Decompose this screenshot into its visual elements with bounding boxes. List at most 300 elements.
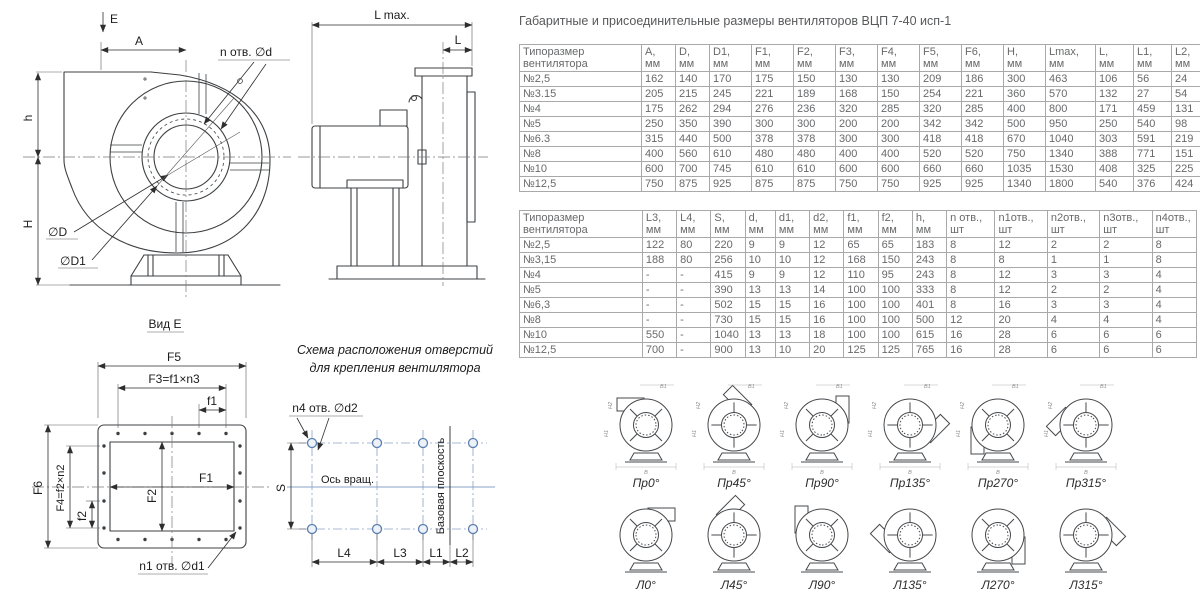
table-cell: 15 bbox=[775, 298, 809, 313]
dim-label-l2: L2 bbox=[455, 546, 469, 560]
table-row bbox=[520, 238, 1197, 253]
table-cell: 65 bbox=[844, 238, 878, 253]
table-cell: 615 bbox=[912, 328, 946, 343]
table-cell: 9 bbox=[775, 268, 809, 283]
row-header: №3,15 bbox=[520, 253, 643, 268]
table-cell: 4 bbox=[1152, 283, 1196, 298]
dim-label-f2: F2 bbox=[145, 488, 159, 504]
fan-orientation-label: Л315° bbox=[1069, 578, 1103, 592]
table-cell: 175 bbox=[752, 72, 794, 87]
table-cell: 13 bbox=[745, 343, 775, 358]
table-cell: 300 bbox=[794, 117, 836, 132]
table-cell: 1 bbox=[1100, 253, 1152, 268]
table-cell: 16 bbox=[810, 298, 844, 313]
orientation-diagrams-left-rotation bbox=[604, 489, 1128, 592]
table-cell: 183 bbox=[912, 238, 946, 253]
table-cell: 400 bbox=[836, 147, 878, 162]
row-header: №3.15 bbox=[520, 87, 642, 102]
table-cell: 262 bbox=[676, 102, 710, 117]
dim-label-f6: F6 bbox=[31, 480, 45, 496]
table-cell: 400 bbox=[878, 147, 920, 162]
table-cell: 8 bbox=[1152, 238, 1196, 253]
svg-text:H1: H1 bbox=[956, 429, 962, 437]
table-cell: 300 bbox=[1004, 72, 1046, 87]
table-cell: 480 bbox=[794, 147, 836, 162]
dim-label-a: A bbox=[134, 34, 144, 48]
row-header: №12,5 bbox=[520, 343, 643, 358]
table-cell: 8 bbox=[947, 238, 995, 253]
svg-text:B: B bbox=[732, 470, 736, 475]
table-cell: 750 bbox=[1004, 147, 1046, 162]
column-header: F6, мм bbox=[962, 45, 1004, 72]
table-cell: 660 bbox=[962, 162, 1004, 177]
table-cell: 162 bbox=[642, 72, 676, 87]
table-cell: 1040 bbox=[711, 328, 745, 343]
pedestal bbox=[329, 180, 485, 279]
table-cell: 300 bbox=[836, 132, 878, 147]
dim-label-l4: L4 bbox=[337, 546, 351, 560]
dim-label-diam-d: ∅D bbox=[48, 225, 68, 239]
fan-diagram bbox=[692, 379, 776, 475]
table-cell: 110 bbox=[844, 268, 878, 283]
table-cell: 80 bbox=[677, 238, 711, 253]
table-cell: 294 bbox=[710, 102, 752, 117]
table-cell: 2 bbox=[1100, 238, 1152, 253]
table-cell: 243 bbox=[912, 253, 946, 268]
table-cell: 390 bbox=[710, 117, 752, 132]
table-cell: 2 bbox=[1047, 238, 1099, 253]
table-cell: 950 bbox=[1046, 117, 1096, 132]
table-cell: - bbox=[677, 268, 711, 283]
column-header: L2, мм bbox=[1172, 45, 1200, 72]
table-cell: 320 bbox=[836, 102, 878, 117]
dim-label-l3: L3 bbox=[393, 546, 407, 560]
fan-orientation-label: Л270° bbox=[981, 578, 1015, 592]
table-cell: 15 bbox=[745, 313, 775, 328]
view-e-title: Вид Е bbox=[148, 318, 182, 331]
table-cell: 765 bbox=[912, 343, 946, 358]
schema-title-line1: Схема расположения отверстий bbox=[297, 343, 493, 357]
column-header: L, мм bbox=[1096, 45, 1134, 72]
hole-layout-schema bbox=[273, 338, 515, 594]
svg-text:H2: H2 bbox=[1048, 401, 1054, 409]
table-cell: 300 bbox=[878, 132, 920, 147]
svg-text:H1: H1 bbox=[780, 429, 786, 437]
table-cell: 660 bbox=[920, 162, 962, 177]
table-row bbox=[520, 147, 1200, 162]
fan-orientation-label: Пр45° bbox=[717, 476, 751, 490]
table-cell: 54 bbox=[1172, 87, 1200, 102]
table-cell: 250 bbox=[1096, 117, 1134, 132]
table-row bbox=[520, 343, 1197, 358]
table-cell: 16 bbox=[995, 298, 1047, 313]
table-cell: 125 bbox=[844, 343, 878, 358]
column-header: F1, мм bbox=[752, 45, 794, 72]
dim-label-h: h bbox=[21, 114, 35, 122]
table-cell: 12 bbox=[995, 283, 1047, 298]
front-view-drawing bbox=[8, 2, 296, 304]
fan-orientation-label: Л0° bbox=[636, 578, 656, 592]
table-cell: 15 bbox=[745, 298, 775, 313]
column-header: L4, мм bbox=[677, 211, 711, 238]
table-row bbox=[520, 132, 1200, 147]
row-header: №2,5 bbox=[520, 238, 643, 253]
table-cell: 125 bbox=[878, 343, 912, 358]
svg-text:H1: H1 bbox=[1044, 429, 1050, 437]
table-cell: 12 bbox=[995, 268, 1047, 283]
table-cell: 254 bbox=[920, 87, 962, 102]
table-cell: 4 bbox=[1152, 268, 1196, 283]
svg-text:B1: B1 bbox=[836, 384, 843, 390]
fan-orientation-cell bbox=[956, 489, 1040, 592]
table-cell: 28 bbox=[995, 328, 1047, 343]
table-row bbox=[520, 117, 1200, 132]
table-cell: - bbox=[677, 343, 711, 358]
table-cell: 6 bbox=[1100, 328, 1152, 343]
mounting-holes bbox=[308, 439, 478, 534]
table-cell: 730 bbox=[711, 313, 745, 328]
table-cell: 1530 bbox=[1046, 162, 1096, 177]
table-cell: 12 bbox=[810, 253, 844, 268]
table-cell: 463 bbox=[1046, 72, 1096, 87]
table-cell: 610 bbox=[794, 162, 836, 177]
table-cell: 243 bbox=[912, 268, 946, 283]
dim-label-l: L bbox=[454, 33, 462, 47]
table-cell: 418 bbox=[962, 132, 1004, 147]
table-cell: 10 bbox=[775, 253, 809, 268]
fan-orientation-cell bbox=[692, 489, 776, 592]
table-cell: 925 bbox=[710, 177, 752, 192]
fan-orientation-cell bbox=[1044, 489, 1128, 592]
table-cell: 122 bbox=[642, 238, 676, 253]
table-cell: 700 bbox=[676, 162, 710, 177]
table-cell: 200 bbox=[878, 117, 920, 132]
table-cell: 424 bbox=[1172, 177, 1200, 192]
side-view-drawing bbox=[291, 0, 493, 292]
fan-orientation-cell bbox=[868, 489, 952, 592]
fan-orientation-label: Л135° bbox=[893, 578, 927, 592]
row-header: №5 bbox=[520, 283, 643, 298]
column-header: L1, мм bbox=[1134, 45, 1172, 72]
table-cell: 2 bbox=[1100, 283, 1152, 298]
column-header: n4отв., шт bbox=[1152, 211, 1196, 238]
row-header: №12,5 bbox=[520, 177, 642, 192]
table-cell: 12 bbox=[810, 238, 844, 253]
fan-orientation-cell bbox=[780, 379, 864, 490]
column-header: H, мм bbox=[1004, 45, 1046, 72]
column-header: n3отв., шт bbox=[1100, 211, 1152, 238]
table-cell: 9 bbox=[745, 238, 775, 253]
svg-text:B1: B1 bbox=[748, 384, 755, 390]
table-cell: 171 bbox=[1096, 102, 1134, 117]
row-header: №2,5 bbox=[520, 72, 642, 87]
flange-holes-callout: n1 отв. ∅d1 bbox=[139, 559, 205, 573]
fan-diagram bbox=[604, 489, 688, 577]
table-cell: 150 bbox=[878, 253, 912, 268]
table-cell: - bbox=[677, 283, 711, 298]
fan-orientation-label: Пр270° bbox=[977, 476, 1019, 490]
column-header: n2отв., шт bbox=[1047, 211, 1099, 238]
schema-holes-callout: n4 отв. ∅d2 bbox=[292, 401, 358, 415]
dim-label-f1: F1 bbox=[198, 471, 214, 485]
table-cell: 285 bbox=[878, 102, 920, 117]
table-cell: 24 bbox=[1172, 72, 1200, 87]
table-cell: 285 bbox=[962, 102, 1004, 117]
fan-diagram bbox=[868, 489, 952, 577]
svg-text:H2: H2 bbox=[784, 401, 790, 409]
table-cell: 1035 bbox=[1004, 162, 1046, 177]
svg-text:H2: H2 bbox=[872, 401, 878, 409]
column-header: h, мм bbox=[912, 211, 946, 238]
table-cell: 500 bbox=[1004, 117, 1046, 132]
table-cell: - bbox=[642, 313, 676, 328]
table-cell: 28 bbox=[995, 343, 1047, 358]
column-header: L3, мм bbox=[642, 211, 676, 238]
table-cell: 12 bbox=[947, 313, 995, 328]
table-cell: 8 bbox=[947, 253, 995, 268]
table-cell: 610 bbox=[752, 162, 794, 177]
table-cell: 27 bbox=[1134, 87, 1172, 102]
dim-label-l1: L1 bbox=[429, 546, 443, 560]
table-cell: 100 bbox=[878, 298, 912, 313]
table-cell: 750 bbox=[878, 177, 920, 192]
svg-text:B1: B1 bbox=[1100, 384, 1107, 390]
table-cell: 95 bbox=[878, 268, 912, 283]
table-cell: 209 bbox=[920, 72, 962, 87]
svg-text:H2: H2 bbox=[696, 401, 702, 409]
table-cell: 700 bbox=[642, 343, 676, 358]
table-row bbox=[520, 87, 1200, 102]
table-cell: 350 bbox=[676, 117, 710, 132]
table-cell: 591 bbox=[1134, 132, 1172, 147]
fan-orientation-cell bbox=[1044, 379, 1128, 490]
table-cell: 415 bbox=[711, 268, 745, 283]
table-cell: 303 bbox=[1096, 132, 1134, 147]
table-cell: 300 bbox=[752, 117, 794, 132]
table-cell: 8 bbox=[947, 268, 995, 283]
fan-diagram bbox=[692, 489, 776, 577]
column-header: n1отв., шт bbox=[995, 211, 1047, 238]
base-plane-label: Базовая плоскость bbox=[435, 437, 447, 535]
fan-diagram bbox=[956, 489, 1040, 577]
table-cell: 130 bbox=[836, 72, 878, 87]
table-cell: 150 bbox=[878, 87, 920, 102]
table-cell: 20 bbox=[810, 343, 844, 358]
dim-label-f1-small: f1 bbox=[206, 394, 218, 408]
table-cell: - bbox=[677, 298, 711, 313]
column-header: Типоразмер вентилятора bbox=[520, 45, 642, 72]
table-cell: - bbox=[677, 313, 711, 328]
svg-text:B1: B1 bbox=[660, 384, 667, 390]
column-header: Типоразмер вентилятора bbox=[520, 211, 643, 238]
table-cell: 225 bbox=[1172, 162, 1200, 177]
table-cell: 6 bbox=[1047, 343, 1099, 358]
svg-text:H2: H2 bbox=[960, 401, 966, 409]
table-cell: 150 bbox=[794, 72, 836, 87]
table-row bbox=[520, 253, 1197, 268]
table-cell: 4 bbox=[1152, 298, 1196, 313]
column-header: d, мм bbox=[745, 211, 775, 238]
fan-orientation-label: Пр90° bbox=[805, 476, 839, 490]
fan-orientation-cell bbox=[780, 489, 864, 592]
table-cell: - bbox=[642, 283, 676, 298]
table-cell: 900 bbox=[711, 343, 745, 358]
svg-text:B: B bbox=[1084, 470, 1088, 475]
table-cell: 378 bbox=[794, 132, 836, 147]
table-cell: 875 bbox=[752, 177, 794, 192]
table-cell: 480 bbox=[752, 147, 794, 162]
fan-orientation-cell bbox=[956, 379, 1040, 490]
table-cell: 1040 bbox=[1046, 132, 1096, 147]
dim-label-f2-small: f2 bbox=[75, 510, 89, 522]
fan-diagram bbox=[868, 379, 952, 475]
svg-text:H1: H1 bbox=[692, 429, 698, 437]
table-cell: 440 bbox=[676, 132, 710, 147]
table-cell: 342 bbox=[962, 117, 1004, 132]
table-cell: 14 bbox=[810, 283, 844, 298]
table-cell: 100 bbox=[844, 283, 878, 298]
table-cell: 168 bbox=[836, 87, 878, 102]
table-cell: 140 bbox=[676, 72, 710, 87]
table-cell: 16 bbox=[810, 313, 844, 328]
table-cell: 221 bbox=[752, 87, 794, 102]
dimensions-table-2 bbox=[519, 210, 1197, 358]
row-header: №6,3 bbox=[520, 298, 643, 313]
table-cell: 221 bbox=[962, 87, 1004, 102]
dim-label-lmax: L max. bbox=[374, 8, 410, 22]
svg-text:H2: H2 bbox=[608, 401, 614, 409]
dim-label-big-h: H bbox=[21, 219, 35, 229]
table-cell: 520 bbox=[962, 147, 1004, 162]
table-cell: 400 bbox=[642, 147, 676, 162]
table-cell: 570 bbox=[1046, 87, 1096, 102]
table-cell: 875 bbox=[676, 177, 710, 192]
table-cell: 342 bbox=[920, 117, 962, 132]
dim-label-f3: F3=f1×n3 bbox=[148, 372, 200, 386]
table-cell: 200 bbox=[836, 117, 878, 132]
view-e-arrow-label: E bbox=[110, 12, 119, 26]
table-cell: 56 bbox=[1134, 72, 1172, 87]
table-cell: 6 bbox=[1047, 328, 1099, 343]
table-cell: 3 bbox=[1100, 298, 1152, 313]
table-cell: 360 bbox=[1004, 87, 1046, 102]
table-cell: 771 bbox=[1134, 147, 1172, 162]
svg-text:B: B bbox=[908, 470, 912, 475]
table-cell: 8 bbox=[995, 253, 1047, 268]
fan-orientation-cell bbox=[604, 489, 688, 592]
table-row bbox=[520, 72, 1200, 87]
table-cell: 12 bbox=[995, 238, 1047, 253]
table-cell: 6 bbox=[1152, 328, 1196, 343]
column-header: d1, мм bbox=[775, 211, 809, 238]
table-cell: 106 bbox=[1096, 72, 1134, 87]
row-header: №10 bbox=[520, 328, 643, 343]
table-cell: 520 bbox=[920, 147, 962, 162]
table-cell: 9 bbox=[745, 268, 775, 283]
table-cell: 220 bbox=[711, 238, 745, 253]
column-header: F3, мм bbox=[836, 45, 878, 72]
column-header: F5, мм bbox=[920, 45, 962, 72]
column-header: S, мм bbox=[711, 211, 745, 238]
table-cell: 16 bbox=[947, 328, 995, 343]
page-title: Габаритные и присоединительные размеры вентиляторов ВЦП 7-40 исп-1 bbox=[519, 14, 952, 28]
table-cell: 16 bbox=[947, 343, 995, 358]
table-cell: 600 bbox=[878, 162, 920, 177]
table-cell: 540 bbox=[1134, 117, 1172, 132]
row-header: №4 bbox=[520, 102, 642, 117]
table-cell: 10 bbox=[745, 253, 775, 268]
table-cell: 132 bbox=[1096, 87, 1134, 102]
table-row bbox=[520, 328, 1197, 343]
fan-orientation-cell bbox=[868, 379, 952, 490]
column-header: d2, мм bbox=[810, 211, 844, 238]
table-cell: 170 bbox=[710, 72, 752, 87]
table-cell: 13 bbox=[775, 283, 809, 298]
dim-label-f5: F5 bbox=[166, 350, 182, 364]
svg-text:B: B bbox=[644, 470, 648, 475]
table-cell: 13 bbox=[745, 283, 775, 298]
table-cell: 131 bbox=[1172, 102, 1200, 117]
table-row bbox=[520, 298, 1197, 313]
column-header: n отв., шт bbox=[947, 211, 995, 238]
table-cell: 168 bbox=[844, 253, 878, 268]
table-cell: 186 bbox=[962, 72, 1004, 87]
table-cell: 925 bbox=[920, 177, 962, 192]
fan-orientation-label: Пр0° bbox=[632, 476, 660, 490]
column-header: D, мм bbox=[676, 45, 710, 72]
holes-callout-label: n отв. ∅d bbox=[220, 45, 273, 59]
table-cell: 3 bbox=[1047, 268, 1099, 283]
table-cell: 925 bbox=[962, 177, 1004, 192]
svg-text:H1: H1 bbox=[868, 429, 874, 437]
table-cell: 750 bbox=[642, 177, 676, 192]
table-cell: 1800 bbox=[1046, 177, 1096, 192]
table-cell: 390 bbox=[711, 283, 745, 298]
fan-diagram bbox=[780, 379, 864, 475]
table-cell: 13 bbox=[775, 328, 809, 343]
svg-text:B: B bbox=[820, 470, 824, 475]
column-header: F4, мм bbox=[878, 45, 920, 72]
table-cell: 388 bbox=[1096, 147, 1134, 162]
table-cell: 18 bbox=[810, 328, 844, 343]
table-cell: 315 bbox=[642, 132, 676, 147]
table-cell: 745 bbox=[710, 162, 752, 177]
table-cell: 100 bbox=[878, 313, 912, 328]
table-cell: 6 bbox=[1152, 343, 1196, 358]
dim-label-f4: F4=f2×n2 bbox=[55, 464, 67, 512]
table-cell: 408 bbox=[1096, 162, 1134, 177]
table-cell: 10 bbox=[775, 343, 809, 358]
dim-label-diam-d1: ∅D1 bbox=[60, 254, 86, 268]
table-cell: 610 bbox=[710, 147, 752, 162]
fan-diagram bbox=[604, 379, 688, 475]
fan-diagram bbox=[1044, 379, 1128, 475]
table-cell: 3 bbox=[1100, 268, 1152, 283]
flange-view-drawing bbox=[10, 318, 282, 594]
row-header: №10 bbox=[520, 162, 642, 177]
table-cell: 4 bbox=[1152, 313, 1196, 328]
table-cell: 560 bbox=[676, 147, 710, 162]
table-cell: 750 bbox=[836, 177, 878, 192]
table-cell: 502 bbox=[711, 298, 745, 313]
column-header: Lmax, мм bbox=[1046, 45, 1096, 72]
table-cell: 215 bbox=[676, 87, 710, 102]
row-header: №8 bbox=[520, 147, 642, 162]
table-cell: 325 bbox=[1134, 162, 1172, 177]
table-row bbox=[520, 177, 1200, 192]
row-header: №5 bbox=[520, 117, 642, 132]
fan-orientation-label: Л90° bbox=[808, 578, 836, 592]
